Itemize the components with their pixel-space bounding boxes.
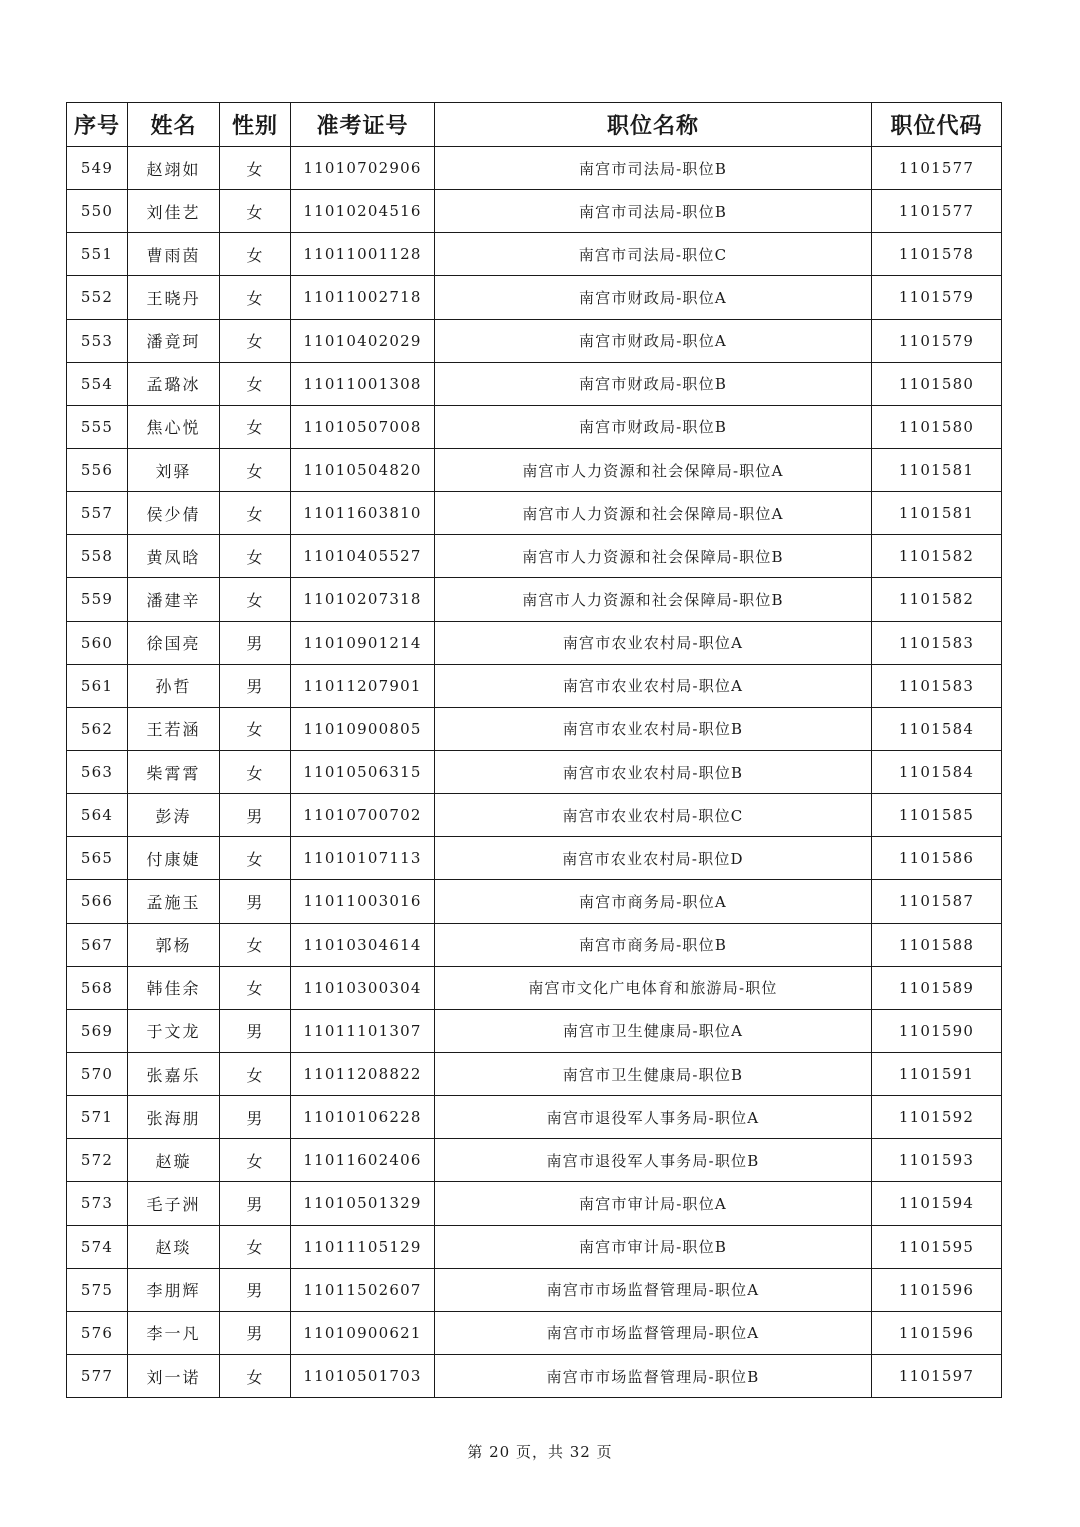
cell-exam-no: 11011502607 <box>291 1268 435 1311</box>
cell-exam-no: 11010900805 <box>291 707 435 750</box>
cell-name: 王晓丹 <box>128 276 220 319</box>
cell-position-code: 1101585 <box>872 794 1002 837</box>
cell-gender: 女 <box>220 319 291 362</box>
table-row <box>67 1268 1002 1311</box>
cell-position-name: 南宫市商务局-职位A <box>435 880 872 923</box>
cell-name: 刘佳艺 <box>128 190 220 233</box>
header-position-name: 职位名称 <box>435 103 872 147</box>
cell-seq: 574 <box>67 1225 128 1268</box>
table-row <box>67 664 1002 707</box>
cell-seq: 563 <box>67 750 128 793</box>
cell-seq: 555 <box>67 405 128 448</box>
cell-name: 刘驿 <box>128 448 220 491</box>
cell-seq: 575 <box>67 1268 128 1311</box>
cell-seq: 552 <box>67 276 128 319</box>
cell-position-code: 1101577 <box>872 147 1002 190</box>
cell-gender: 女 <box>220 923 291 966</box>
cell-position-code: 1101594 <box>872 1182 1002 1225</box>
cell-position-name: 南宫市财政局-职位B <box>435 362 872 405</box>
cell-seq: 567 <box>67 923 128 966</box>
cell-position-code: 1101583 <box>872 621 1002 664</box>
cell-gender: 女 <box>220 1354 291 1397</box>
cell-exam-no: 11010402029 <box>291 319 435 362</box>
table-row <box>67 880 1002 923</box>
table-row <box>67 621 1002 664</box>
cell-position-name: 南宫市市场监督管理局-职位A <box>435 1268 872 1311</box>
cell-gender: 女 <box>220 707 291 750</box>
table-row <box>67 492 1002 535</box>
cell-position-name: 南宫市财政局-职位A <box>435 319 872 362</box>
table-row <box>67 1354 1002 1397</box>
table-row <box>67 362 1002 405</box>
header-position-code: 职位代码 <box>872 103 1002 147</box>
cell-seq: 560 <box>67 621 128 664</box>
cell-gender: 男 <box>220 1182 291 1225</box>
cell-seq: 571 <box>67 1096 128 1139</box>
cell-name: 孙哲 <box>128 664 220 707</box>
table-row <box>67 837 1002 880</box>
cell-gender: 男 <box>220 1009 291 1052</box>
cell-name: 赵琰 <box>128 1225 220 1268</box>
cell-exam-no: 11010207318 <box>291 578 435 621</box>
cell-seq: 576 <box>67 1311 128 1354</box>
page-number: 第 20 页，共 32 页 <box>467 1443 613 1461</box>
table-row <box>67 966 1002 1009</box>
cell-position-code: 1101587 <box>872 880 1002 923</box>
cell-name: 付康婕 <box>128 837 220 880</box>
cell-position-code: 1101581 <box>872 448 1002 491</box>
cell-name: 曹雨茵 <box>128 233 220 276</box>
table-row <box>67 319 1002 362</box>
table-row <box>67 794 1002 837</box>
cell-exam-no: 11010506315 <box>291 750 435 793</box>
cell-position-code: 1101583 <box>872 664 1002 707</box>
cell-position-name: 南宫市人力资源和社会保障局-职位B <box>435 578 872 621</box>
cell-name: 孟璐冰 <box>128 362 220 405</box>
cell-name: 李一凡 <box>128 1311 220 1354</box>
cell-position-name: 南宫市卫生健康局-职位A <box>435 1009 872 1052</box>
cell-seq: 566 <box>67 880 128 923</box>
cell-seq: 556 <box>67 448 128 491</box>
cell-name: 徐国亮 <box>128 621 220 664</box>
cell-name: 孟施玉 <box>128 880 220 923</box>
cell-name: 李朋辉 <box>128 1268 220 1311</box>
cell-name: 黄凤晗 <box>128 535 220 578</box>
table-row <box>67 535 1002 578</box>
cell-position-code: 1101597 <box>872 1354 1002 1397</box>
cell-name: 侯少倩 <box>128 492 220 535</box>
table-row <box>67 1311 1002 1354</box>
cell-name: 柴霄霄 <box>128 750 220 793</box>
cell-exam-no: 11010501703 <box>291 1354 435 1397</box>
cell-exam-no: 11011207901 <box>291 664 435 707</box>
cell-gender: 女 <box>220 837 291 880</box>
table-row <box>67 190 1002 233</box>
table-row <box>67 707 1002 750</box>
table-row <box>67 750 1002 793</box>
cell-gender: 女 <box>220 190 291 233</box>
table-row <box>67 923 1002 966</box>
cell-seq: 565 <box>67 837 128 880</box>
cell-name: 彭涛 <box>128 794 220 837</box>
cell-exam-no: 11010204516 <box>291 190 435 233</box>
cell-exam-no: 11010107113 <box>291 837 435 880</box>
cell-position-code: 1101579 <box>872 276 1002 319</box>
cell-seq: 562 <box>67 707 128 750</box>
cell-name: 赵璇 <box>128 1139 220 1182</box>
cell-position-name: 南宫市市场监督管理局-职位A <box>435 1311 872 1354</box>
cell-position-code: 1101593 <box>872 1139 1002 1182</box>
cell-gender: 男 <box>220 1268 291 1311</box>
cell-position-name: 南宫市市场监督管理局-职位B <box>435 1354 872 1397</box>
cell-position-name: 南宫市人力资源和社会保障局-职位A <box>435 492 872 535</box>
cell-exam-no: 11010900621 <box>291 1311 435 1354</box>
cell-exam-no: 11011105129 <box>291 1225 435 1268</box>
cell-name: 焦心悦 <box>128 405 220 448</box>
cell-seq: 577 <box>67 1354 128 1397</box>
cell-name: 张海朋 <box>128 1096 220 1139</box>
cell-seq: 573 <box>67 1182 128 1225</box>
cell-position-code: 1101578 <box>872 233 1002 276</box>
cell-position-code: 1101586 <box>872 837 1002 880</box>
cell-position-code: 1101588 <box>872 923 1002 966</box>
cell-seq: 551 <box>67 233 128 276</box>
cell-gender: 女 <box>220 1052 291 1095</box>
table-row <box>67 147 1002 190</box>
cell-exam-no: 11011001128 <box>291 233 435 276</box>
cell-exam-no: 11010504820 <box>291 448 435 491</box>
cell-position-code: 1101580 <box>872 362 1002 405</box>
cell-position-name: 南宫市司法局-职位C <box>435 233 872 276</box>
cell-seq: 569 <box>67 1009 128 1052</box>
cell-position-name: 南宫市商务局-职位B <box>435 923 872 966</box>
cell-exam-no: 11010901214 <box>291 621 435 664</box>
table-row <box>67 1052 1002 1095</box>
cell-position-name: 南宫市人力资源和社会保障局-职位A <box>435 448 872 491</box>
cell-gender: 女 <box>220 147 291 190</box>
cell-gender: 男 <box>220 664 291 707</box>
cell-position-code: 1101596 <box>872 1268 1002 1311</box>
cell-position-name: 南宫市人力资源和社会保障局-职位B <box>435 535 872 578</box>
cell-gender: 女 <box>220 1139 291 1182</box>
cell-exam-no: 11010507008 <box>291 405 435 448</box>
cell-gender: 女 <box>220 1225 291 1268</box>
cell-seq: 553 <box>67 319 128 362</box>
cell-gender: 女 <box>220 578 291 621</box>
cell-position-name: 南宫市司法局-职位B <box>435 190 872 233</box>
cell-name: 潘建辛 <box>128 578 220 621</box>
table-header-row <box>67 103 1002 147</box>
cell-position-name: 南宫市审计局-职位A <box>435 1182 872 1225</box>
cell-exam-no: 11010304614 <box>291 923 435 966</box>
cell-gender: 女 <box>220 405 291 448</box>
cell-gender: 男 <box>220 1096 291 1139</box>
cell-gender: 女 <box>220 276 291 319</box>
cell-position-name: 南宫市农业农村局-职位B <box>435 750 872 793</box>
table-row <box>67 1139 1002 1182</box>
cell-position-name: 南宫市退役军人事务局-职位B <box>435 1139 872 1182</box>
cell-position-name: 南宫市文化广电体育和旅游局-职位 <box>435 966 872 1009</box>
cell-gender: 女 <box>220 492 291 535</box>
cell-position-code: 1101582 <box>872 578 1002 621</box>
cell-exam-no: 11011001308 <box>291 362 435 405</box>
cell-name: 刘一诺 <box>128 1354 220 1397</box>
header-name: 姓名 <box>128 103 220 147</box>
cell-seq: 561 <box>67 664 128 707</box>
cell-position-code: 1101591 <box>872 1052 1002 1095</box>
cell-exam-no: 11011002718 <box>291 276 435 319</box>
cell-exam-no: 11010700702 <box>291 794 435 837</box>
cell-seq: 554 <box>67 362 128 405</box>
cell-name: 赵翊如 <box>128 147 220 190</box>
cell-position-name: 南宫市司法局-职位B <box>435 147 872 190</box>
cell-position-name: 南宫市农业农村局-职位A <box>435 621 872 664</box>
cell-name: 潘竟珂 <box>128 319 220 362</box>
cell-position-code: 1101584 <box>872 707 1002 750</box>
cell-seq: 572 <box>67 1139 128 1182</box>
cell-exam-no: 11010405527 <box>291 535 435 578</box>
cell-gender: 男 <box>220 1311 291 1354</box>
candidate-table <box>66 102 1002 1398</box>
cell-position-code: 1101582 <box>872 535 1002 578</box>
cell-position-code: 1101596 <box>872 1311 1002 1354</box>
cell-seq: 558 <box>67 535 128 578</box>
cell-position-name: 南宫市农业农村局-职位B <box>435 707 872 750</box>
cell-exam-no: 11011101307 <box>291 1009 435 1052</box>
table-row <box>67 276 1002 319</box>
table-row <box>67 405 1002 448</box>
cell-position-name: 南宫市退役军人事务局-职位A <box>435 1096 872 1139</box>
cell-position-name: 南宫市农业农村局-职位D <box>435 837 872 880</box>
cell-name: 郭杨 <box>128 923 220 966</box>
table-body <box>67 147 1002 1398</box>
cell-seq: 549 <box>67 147 128 190</box>
header-seq: 序号 <box>67 103 128 147</box>
cell-exam-no: 11010702906 <box>291 147 435 190</box>
cell-seq: 564 <box>67 794 128 837</box>
cell-name: 王若涵 <box>128 707 220 750</box>
cell-exam-no: 11011602406 <box>291 1139 435 1182</box>
cell-position-name: 南宫市农业农村局-职位C <box>435 794 872 837</box>
table-row <box>67 1096 1002 1139</box>
cell-position-name: 南宫市审计局-职位B <box>435 1225 872 1268</box>
cell-seq: 559 <box>67 578 128 621</box>
cell-name: 于文龙 <box>128 1009 220 1052</box>
cell-gender: 女 <box>220 535 291 578</box>
cell-position-code: 1101584 <box>872 750 1002 793</box>
cell-position-code: 1101590 <box>872 1009 1002 1052</box>
header-exam-no: 准考证号 <box>291 103 435 147</box>
header-gender: 性别 <box>220 103 291 147</box>
cell-position-name: 南宫市卫生健康局-职位B <box>435 1052 872 1095</box>
cell-exam-no: 11011603810 <box>291 492 435 535</box>
cell-gender: 女 <box>220 750 291 793</box>
cell-seq: 550 <box>67 190 128 233</box>
cell-seq: 568 <box>67 966 128 1009</box>
cell-name: 张嘉乐 <box>128 1052 220 1095</box>
cell-position-name: 南宫市财政局-职位A <box>435 276 872 319</box>
cell-position-name: 南宫市农业农村局-职位A <box>435 664 872 707</box>
cell-position-code: 1101580 <box>872 405 1002 448</box>
cell-seq: 557 <box>67 492 128 535</box>
table-row <box>67 448 1002 491</box>
cell-gender: 男 <box>220 621 291 664</box>
table-row <box>67 578 1002 621</box>
cell-position-code: 1101577 <box>872 190 1002 233</box>
cell-position-code: 1101589 <box>872 966 1002 1009</box>
cell-gender: 男 <box>220 880 291 923</box>
cell-position-code: 1101592 <box>872 1096 1002 1139</box>
cell-exam-no: 11011208822 <box>291 1052 435 1095</box>
cell-gender: 男 <box>220 794 291 837</box>
table-row <box>67 1182 1002 1225</box>
cell-exam-no: 11010300304 <box>291 966 435 1009</box>
cell-position-code: 1101579 <box>872 319 1002 362</box>
cell-gender: 女 <box>220 448 291 491</box>
cell-seq: 570 <box>67 1052 128 1095</box>
cell-name: 韩佳余 <box>128 966 220 1009</box>
cell-position-code: 1101581 <box>872 492 1002 535</box>
cell-gender: 女 <box>220 966 291 1009</box>
cell-position-name: 南宫市财政局-职位B <box>435 405 872 448</box>
cell-gender: 女 <box>220 233 291 276</box>
table-row <box>67 1009 1002 1052</box>
cell-gender: 女 <box>220 362 291 405</box>
cell-position-code: 1101595 <box>872 1225 1002 1268</box>
cell-exam-no: 11010106228 <box>291 1096 435 1139</box>
table-row <box>67 233 1002 276</box>
cell-exam-no: 11010501329 <box>291 1182 435 1225</box>
table-row <box>67 1225 1002 1268</box>
cell-name: 毛子洲 <box>128 1182 220 1225</box>
cell-exam-no: 11011003016 <box>291 880 435 923</box>
